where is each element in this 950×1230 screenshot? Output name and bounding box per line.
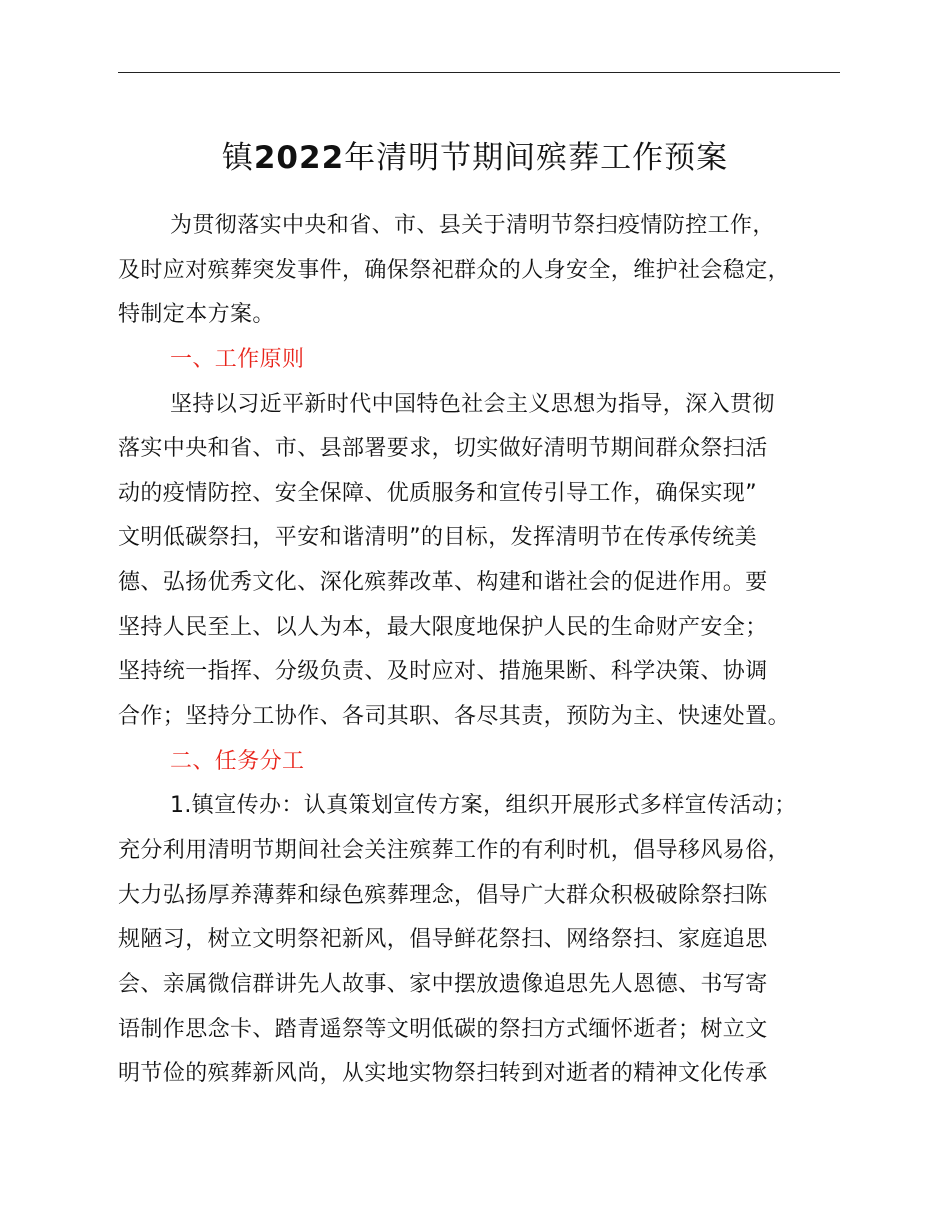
title-year: 2022 [253, 140, 345, 176]
paragraph-line: 特制定本方案。 [118, 302, 275, 328]
paragraph-line: 1.镇宣传办：认真策划宣传方案，组织开展形式多样宣传活动； [170, 793, 797, 819]
paragraph-line: 德、弘扬优秀文化、深化殡葬改革、构建和谐社会的促进作用。要 [118, 570, 768, 596]
paragraph-line: 及时应对殡葬突发事件，确保祭祀群众的人身安全，维护社会稳定， [118, 257, 791, 283]
header-rule [118, 72, 840, 73]
paragraph-line: 动的疫情防控、安全保障、优质服务和宣传引导工作，确保实现” [118, 480, 757, 506]
paragraph-line: 坚持以习近平新时代中国特色社会主义思想为指导，深入贯彻 [170, 391, 775, 417]
document-body [118, 204, 858, 1097]
document-title [0, 134, 950, 182]
title-prefix: 镇 [221, 140, 254, 176]
paragraph-line: 大力弘扬厚养薄葬和绿色殡葬理念，倡导广大群众积极破除祭扫陈 [118, 882, 768, 908]
paragraph-line: 落实中央和省、市、县部署要求，切实做好清明节期间群众祭扫活 [118, 436, 768, 462]
paragraph-line: 文明低碳祭扫，平安和谐清明”的目标，发挥清明节在传承传统美 [118, 525, 757, 551]
paragraph-line: 充分利用清明节期间社会关注殡葬工作的有利时机，倡导移风易俗， [118, 837, 791, 863]
section-heading: 一、工作原则 [170, 346, 305, 372]
paragraph-line: 会、亲属微信群讲先人故事、家中摆放遗像追思先人恩德、书写寄 [118, 971, 768, 997]
paragraph-line: 合作；坚持分工协作、各司其职、各尽其责，预防为主、快速处置。 [118, 704, 791, 730]
paragraph-line: 语制作思念卡、踏青遥祭等文明低碳的祭扫方式缅怀逝者；树立文 [118, 1016, 768, 1042]
paragraph-line: 为贯彻落实中央和省、市、县关于清明节祭扫疫情防控工作， [170, 213, 775, 238]
title-suffix: 年清明节期间殡葬工作预案 [344, 140, 729, 176]
paragraph-line: 坚持统一指挥、分级负责、及时应对、措施果断、科学决策、协调 [118, 659, 768, 685]
paragraph-line: 规陋习，树立文明祭祀新风，倡导鲜花祭扫、网络祭扫、家庭追思 [118, 927, 768, 953]
paragraph-line: 明节俭的殡葬新风尚，从实地实物祭扫转到对逝者的精神文化传承 [118, 1061, 768, 1087]
section-heading: 二、任务分工 [170, 748, 305, 774]
paragraph-line: 坚持人民至上、以人为本，最大限度地保护人民的生命财产安全； [118, 614, 768, 640]
